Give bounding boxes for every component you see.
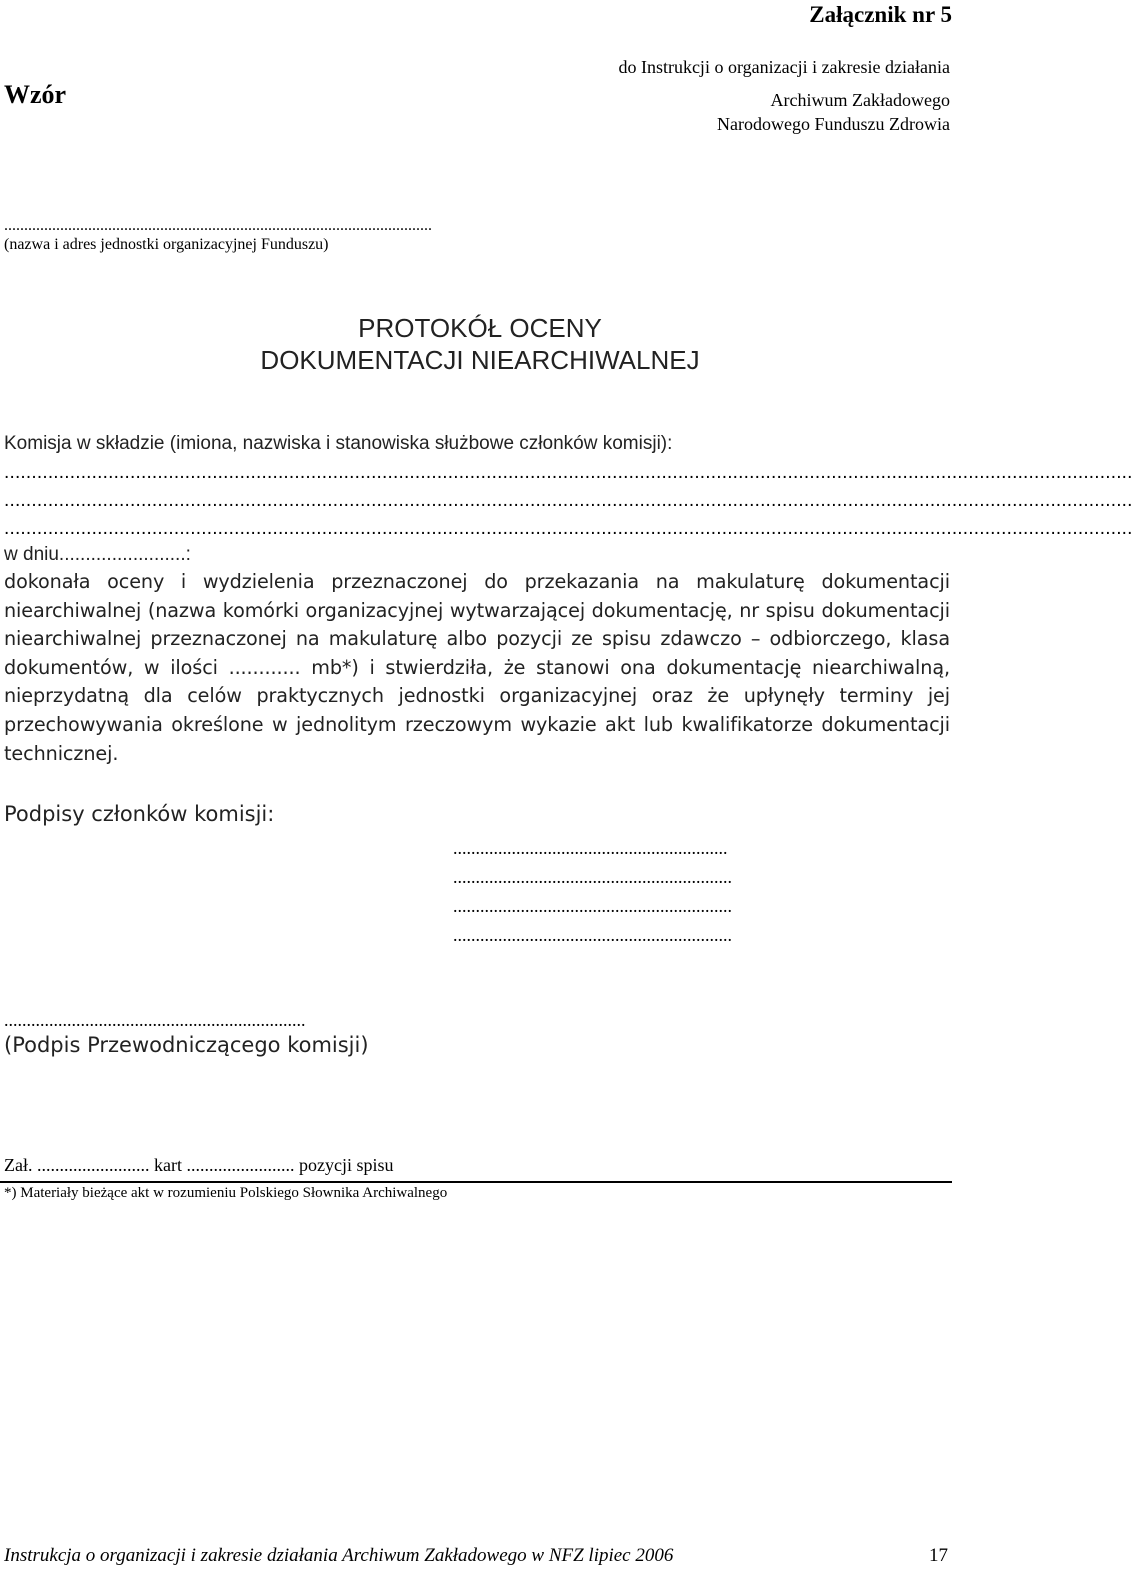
date-field: w dniu........................: [4, 544, 191, 565]
commission-members-line-2: .............................................................................................................................................................................................................. [4, 490, 1133, 511]
header-reference-line-2: Archiwum Zakładowego [770, 90, 950, 110]
chair-signature-caption: (Podpis Przewodniczącego komisji) [4, 1033, 369, 1057]
signature-line-4: .............................................................. [453, 925, 732, 945]
page-footer: Instrukcja o organizacji i zakresie działania Archiwum Zakładowego w NFZ lipiec 2006 [4, 1545, 674, 1566]
header-reference-line-1: do Instrukcji o organizacji i zakresie działania [618, 57, 950, 77]
attachments-line: Zał. ......................... kart ........................ pozycji spisu [4, 1155, 394, 1175]
signature-line-3: .............................................................. [453, 896, 732, 916]
signature-line-2: .............................................................. [453, 867, 732, 887]
commission-members-line-3: .............................................................................................................................................................................................................. [4, 518, 1133, 539]
unit-name-caption: (nazwa i adres jednostki organizacyjnej Funduszu) [4, 236, 329, 253]
footnote: *) Materiały bieżące akt w rozumieniu Polskiego Słownika Archiwalnego [4, 1185, 448, 1201]
page-number: 17 [929, 1545, 948, 1566]
signature-line-1: ............................................................. [453, 838, 728, 858]
chair-signature-line: ................................................................... [4, 1010, 306, 1030]
annex-label: Załącznik nr 5 [809, 2, 952, 27]
unit-name-field: ........................................................................................................... [4, 217, 432, 234]
commission-intro: Komisja w składzie (imiona, nazwiska i stanowiska służbowe członków komisji): [4, 433, 673, 454]
main-paragraph [4, 568, 950, 768]
signatures-heading: Podpisy członków komisji: [4, 802, 275, 826]
commission-members-line-1: .............................................................................................................................................................................................................. [4, 462, 1133, 483]
footnote-divider [0, 1181, 952, 1183]
document-title-line-2: DOKUMENTACJI NIEARCHIWALNEJ [260, 345, 700, 375]
header-reference-line-3: Narodowego Funduszu Zdrowia [717, 114, 950, 134]
template-label: Wzór [4, 80, 67, 109]
document-title-line-1: PROTOKÓŁ OCENY [358, 313, 602, 343]
main-paragraph-text: dokonała oceny i wydzielenia przeznaczonej do przekazania na makulaturę dokumentacji niearchiwalnej (nazwa komórki organizacyjnej wytwarzającej dokumentację, nr spisu dokumentacji niearchiwalnej przeznaczonej na makulaturę albo pozycji ze spisu zdawczo – odbiorczego, klasa dokumentów, w ilości ............ mb*) i stwierdziła, że stanowi ona dokumentację niearchiwalną, nieprzydatną dla celów praktycznych jednostki organizacyjnej oraz że upłynęły terminy jej przechowywania określone w jednolitym rzeczowym wykazie akt lub kwalifikatorze dokumentacji technicznej. [4, 570, 950, 765]
